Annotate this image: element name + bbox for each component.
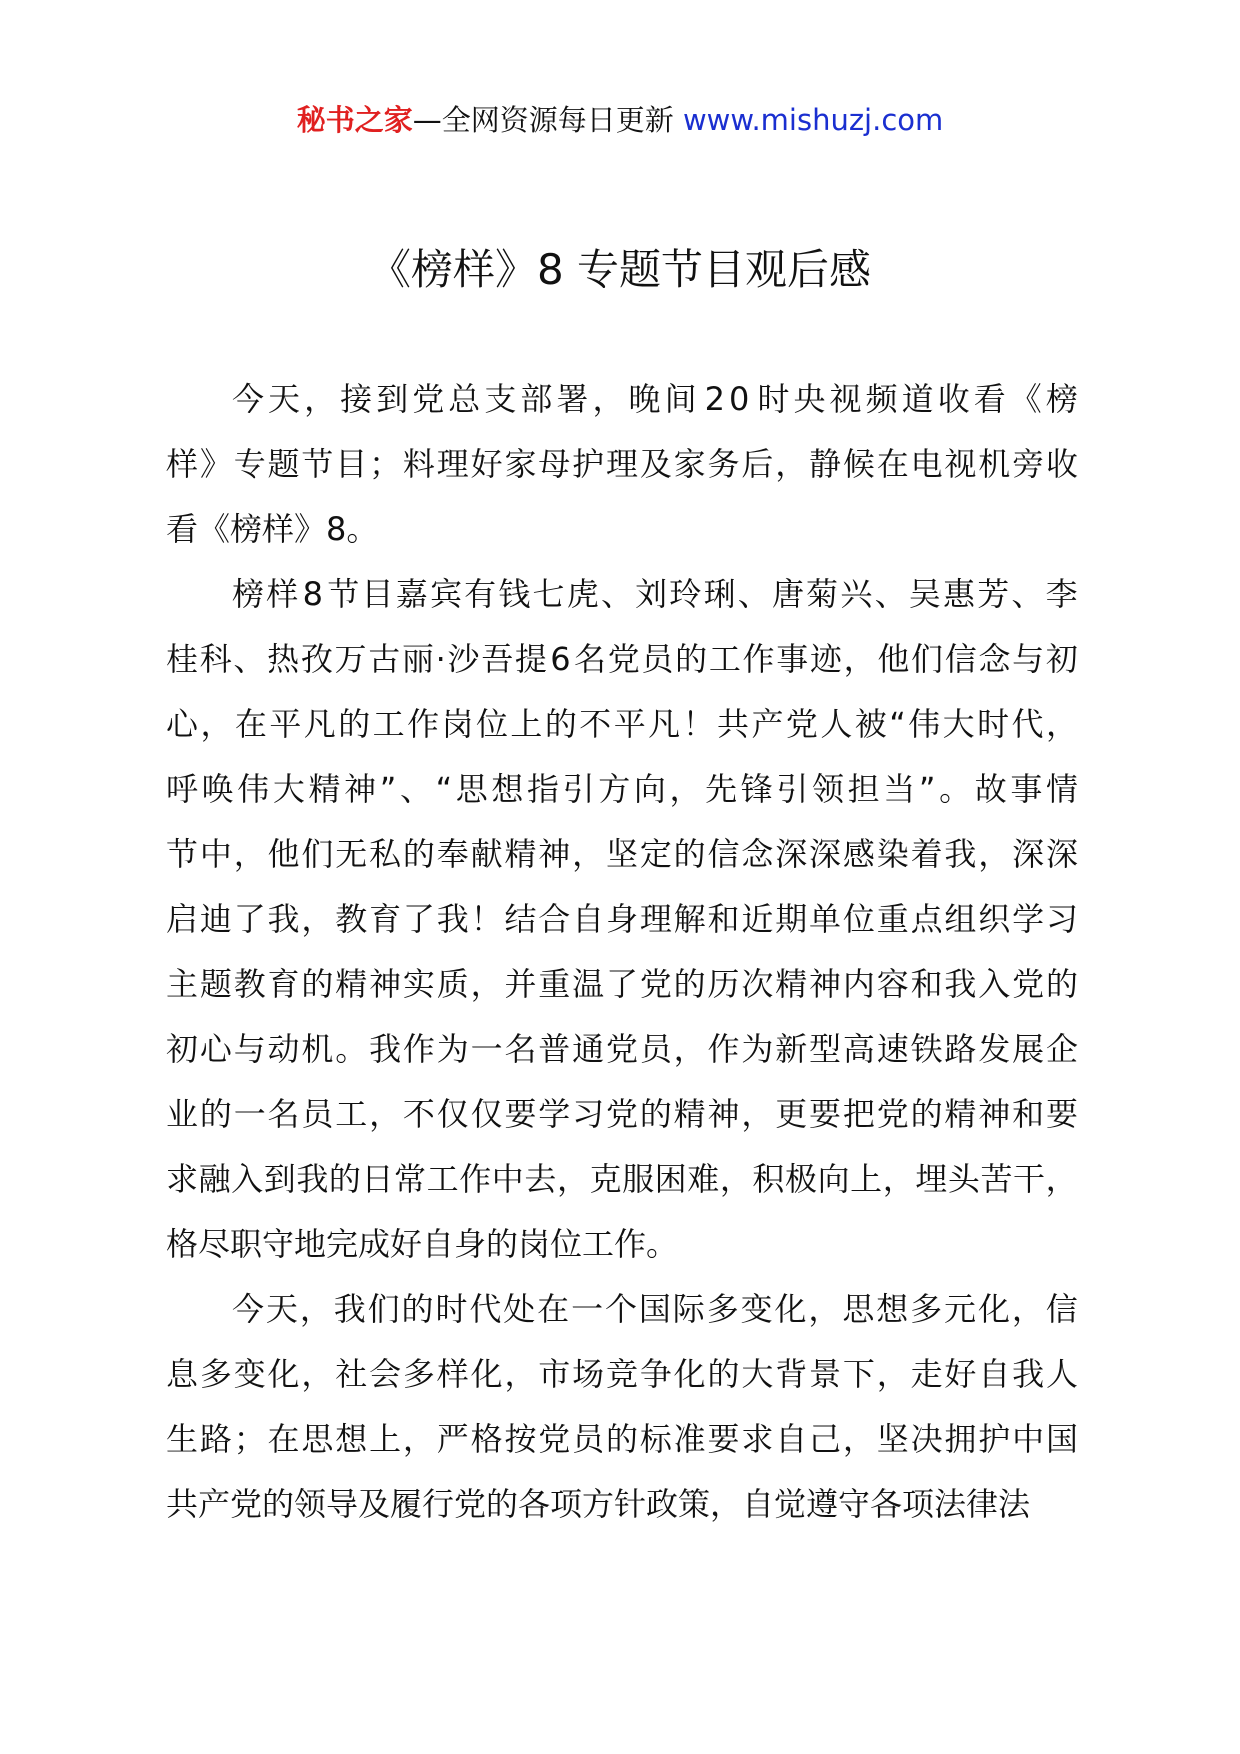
text-line: 启 迪 了 我 ， 教 育 了 我 ！ 结 合 自 身 理 解 和 近 期 单 位 重 点 组 织 学 习: [166, 900, 1078, 938]
paragraph: [166, 1277, 1078, 1537]
text-line: 息 多 变 化 ， 社 会 多 样 化 ， 市 场 竞 争 化 的 大 背 景 下 ， 走 好 自 我 人: [166, 1355, 1078, 1393]
text-line: 榜 样 8 节 目 嘉 宾 有 钱 七 虎 、 刘 玲 琍 、 唐 菊 兴 、 吴 惠 芳 、 李: [232, 575, 1078, 613]
text-line: 桂 科 、 热 孜 万 古 丽 · 沙 吾 提 6 名 党 员 的 工 作 事 迹 ， 他 们 信 念 与 初: [166, 640, 1078, 678]
text-line: 共产党的领导及履行党的各项方针政策，自觉遵守各项法律法: [166, 1485, 1031, 1523]
text-line: 今 天 ， 我 们 的 时 代 处 在 一 个 国 际 多 变 化 ， 思 想 多 元 化 ， 信: [232, 1290, 1078, 1328]
text-line: 生 路 ； 在 思 想 上 ， 严 格 按 党 员 的 标 准 要 求 自 己 ， 坚 决 拥 护 中 国: [166, 1420, 1078, 1458]
document-body: [166, 367, 1078, 1537]
text-line: 样 》 专 题 节 目 ； 料 理 好 家 母 护 理 及 家 务 后 ， 静 候 在 电 视 机 旁 收: [166, 445, 1078, 483]
site-slogan: —全网资源每日更新: [412, 103, 683, 137]
document-title: 《榜样》8 专题节目观后感: [368, 245, 872, 294]
text-line: 求 融 入 到 我 的 日 常 工 作 中 去 ， 克 服 困 难 ， 积 极 向 上 ， 埋 头 苦 干 ，: [166, 1160, 1078, 1198]
site-brand: 秘书之家: [296, 103, 413, 137]
text-line: 呼 唤 伟 大 精 神 ” 、 “ 思 想 指 引 方 向 ， 先 锋 引 领 担 当 ” 。 故 事 情: [166, 770, 1078, 808]
paragraph: [166, 367, 1078, 562]
text-line: 主 题 教 育 的 精 神 实 质 ， 并 重 温 了 党 的 历 次 精 神 内 容 和 我 入 党 的: [166, 965, 1078, 1003]
text-line: 初 心 与 动 机 。 我 作 为 一 名 普 通 党 员 ， 作 为 新 型 高 速 铁 路 发 展 企: [166, 1030, 1078, 1068]
text-line: 节 中 ， 他 们 无 私 的 奉 献 精 神 ， 坚 定 的 信 念 深 深 感 染 着 我 ， 深 深: [166, 835, 1078, 873]
text-line: 心 ， 在 平 凡 的 工 作 岗 位 上 的 不 平 凡 ！ 共 产 党 人 被 “ 伟 大 时 代 ，: [166, 705, 1078, 743]
site-header: [0, 100, 1240, 140]
paragraph: [166, 562, 1078, 1277]
text-line: 业 的 一 名 员 工 ， 不 仅 仅 要 学 习 党 的 精 神 ， 更 要 把 党 的 精 神 和 要: [166, 1095, 1078, 1133]
text-line: 看《榜样》8。: [166, 510, 379, 548]
text-line: 今 天 ， 接 到 党 总 支 部 署 ， 晚 间 2 0 时 央 视 频 道 收 看 《 榜: [232, 380, 1078, 418]
site-url-link[interactable]: www.mishuzj.com: [682, 103, 944, 137]
text-line: 格尽职守地完成好自身的岗位工作。: [166, 1225, 679, 1263]
